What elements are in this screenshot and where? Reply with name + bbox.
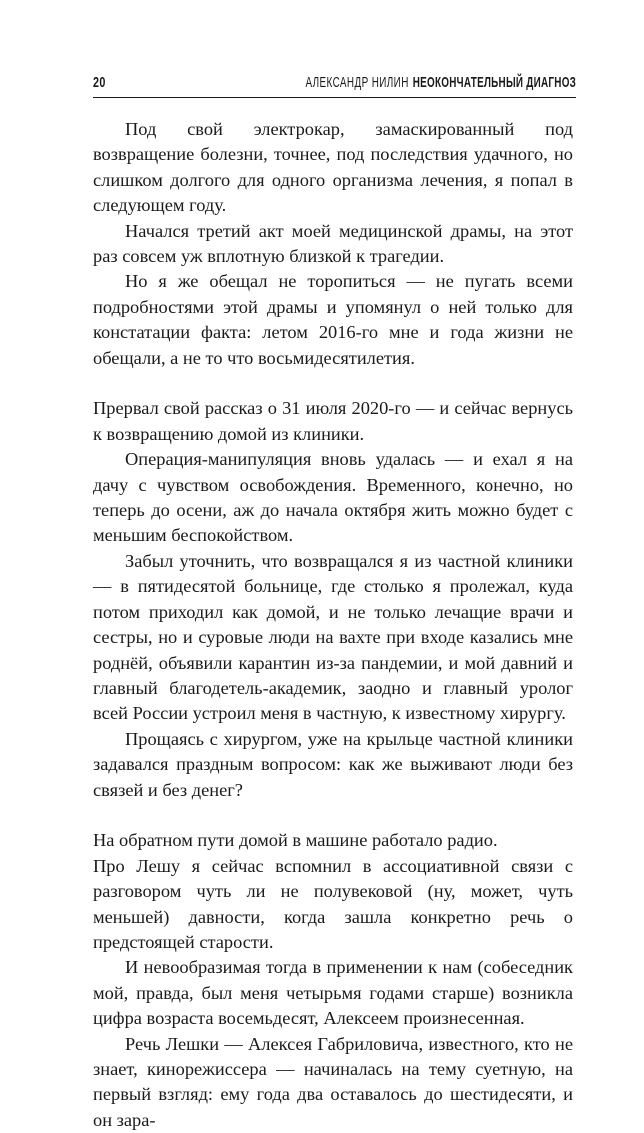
header-rule [93, 97, 576, 98]
paragraph: И невообразимая тогда в применении к нам (собеседник мой, правда, был меня четырьмя годами старше) возникла цифра возраста восемьдесят, Алексеем произнесенная. [93, 957, 573, 1029]
paragraph: Операция-манипуляция вновь удалась — и ехал я на дачу с чувством освобождения. Временного, конечно, но теперь до осени, аж до начала октября жить можно будет с меньшим беспокойством. [93, 449, 573, 546]
paragraph: Под свой электрокар, замаскированный под возвращение болезни, точнее, под последствия удачного, но слишком долгого для одного организма лечения, я попал в следующем году. [93, 119, 573, 216]
paragraph: На обратном пути домой в машине работало радио. [93, 830, 498, 851]
paragraph: Прервал свой рассказ о 31 июля 2020-го — и сейчас вернусь к возвращению домой из клиники. [93, 398, 573, 444]
page-number: 20 [93, 74, 106, 91]
paragraph: Начался третий акт моей медицинской драмы, на этот раз совсем уж вплотную близкой к трагедии. [93, 220, 573, 267]
paragraph: Прощаясь с хирургом, уже на крыльце частной клиники задавался праздным вопросом: как же выживают люди без связей и без денег? [93, 728, 573, 800]
running-header [93, 70, 576, 98]
running-head-author: АЛЕКСАНДР НИЛИН [305, 74, 409, 91]
running-head [305, 74, 576, 91]
body-text [93, 117, 573, 1133]
paragraph: Забыл уточнить, что возвращался я из частной клиники — в пятидесятой больнице, где столько я пролежал, куда потом приходил как домой, и не только лечащие врачи и сестры, но и суровые люди на вахте при входе казались мне роднёй, объявили карантин из-за пандемии, и мой давний и главный благодетель-академик, заодно и главный уролог всей России устроил меня в частную, к известному хирургу. [93, 550, 573, 724]
paragraph: Но я же обещал не торопиться — не пугать всеми подробностями этой драмы и упомянул о ней только для констатации факта: летом 2016-го мне и года жизни не обещали, а не то что восьмидесятилетия. [93, 271, 573, 368]
paragraph: Про Лешу я сейчас вспомнил в ассоциативной связи с разговором чуть ли не полувековой (ну, может, чуть меньшей) давности, когда зашла конкретно речь о предстоящей старости. [93, 855, 573, 952]
running-head-title: НЕОКОНЧАТЕЛЬНЫЙ ДИАГНОЗ [412, 74, 576, 91]
paragraph: Речь Лешки — Алексея Габриловича, известного, кто не знает, кинорежиссера — начиналась на тему суетную, на первый взгляд: ему года два оставалось до шестидесяти, и он зара- [93, 1033, 573, 1130]
